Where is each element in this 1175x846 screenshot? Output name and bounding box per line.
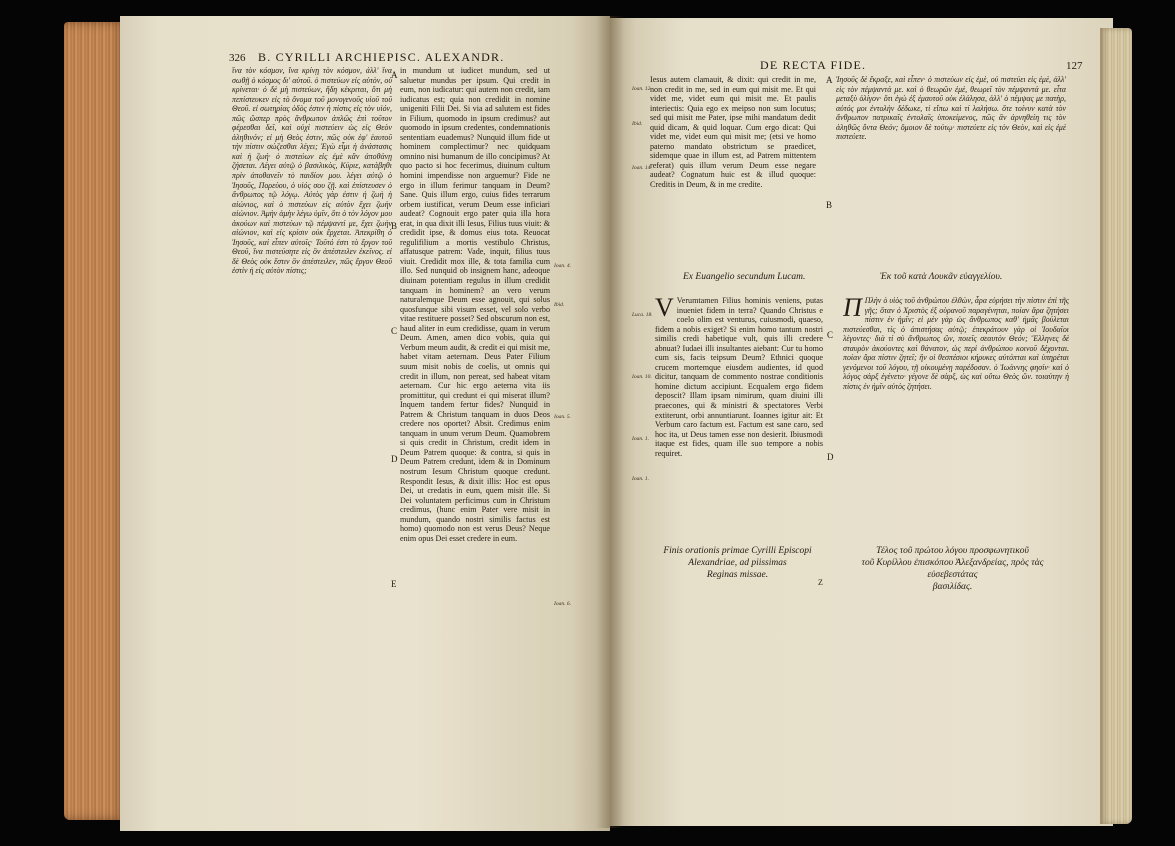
right-greek-body-text: Πλὴν ὁ υἱὸς τοῦ ἀνθρώπου ἐλθὼν, ἆρα εὑρήσει τὴν πίστιν ἐπὶ τῆς γῆς; ὅταν ὁ Χριστὸς ἐξ οὐρανοῦ παραγένηται, ποίαν ἄρα ζητήσει πίστιν ἐν ἡμῖν; εἰ μὲν γὰρ ὡς ἄνθρωπος καθ' ἡμᾶς βούλεται πιστεύεσθαι, τίς ὁ ἀπιστήσας αὐτῷ; ἐπεκράτουν γὰρ οἱ Ἰουδαῖοι λέγοντες· διὰ τί σὺ ἄνθρωπος ὢν, ποιεῖς σεαυτὸν Θεόν; Ἕλληνες δὲ σταυρὸν ἀκούοντες καὶ θάνατον, ὡς περὶ ἀνθρώπου κοινοῦ δέχονται. ποίαν ἄρα πίστιν ζητεῖ; ἣν οἱ θεσπέσιοι κήρυκες αὐτόπται καὶ ὑπηρέται γενόμενοι τοῦ λόγου, τῇ οἰκουμένῃ παρέδοσαν. ὁ Ἰωάννης φησίν· καὶ ὁ λόγος σὰρξ ἐγένετο· γέγονε δὲ σὰρξ, ὡς καὶ οὕτω Θεὸς ὤν. τοιαύτην ἡ πίστις ἐν ἡμῖν αὐτὸς ζητήσει. <box>843 296 1069 391</box>
right-latin-body <box>655 296 823 512</box>
left-latin-column: in mundum ut iudicet mundum, sed ut saluetur mundus per ipsum. Qui credit in eum, non iudicatur: qui autem non credit, iam iudicatus est; quia non credidit in nomine unigeniti Filii Dei. Si via ad salutem est fides in Filium, quomodo in ipsum credimus? aut quomodo in ipsum credentes, condemnationis sententiam euademus? Nunquid illum fide ut hominem complectimur? nec quidquam omnino nisi humanum de illo concipimus? At quo pacto si hoc fecerimus, diuinum cultum homini impendisse non arguemur? Fide ne ergo in illum ferimur tanquam in Deum? Sane. Quis illum ergo, cuius fides terrarum orbem iustificat, verum Deum esse inficiari audeat? Cognouit ergo pater quia illa hora erat, in qua dixit illi Iesus, Filius tuus viuit: & credidit ipse, & domus eius tota. Reuocat regulifilium a mortis vestibulo Christus, affatusque patrem: Vade, inquit, filius tuus viuit. Credidit mox ille, & tota familia cum illo. Sed nunquid ob insignem hanc, adeoque diuinam potentiam regulus in illum credidit tanquam in hominem? an vero verum naturalemque Deum esse agnouit, qui solus quosfunque sibi visum esset, vel solo verbo vitae restituere posset? Sed obscurum non est, haud aliter in eum credidisse, quam in verum Deum. Amen, amen dico vobis, quia qui Verbum meum audit, & credit ei qui misit me, habet vitam aeternam. Deus Pater Filium suum misit nobis de coelis, ut omnis qui credit in illum, non pereat, sed habeat vitam aeternam. Cur hic ergo aeterna vita iis promittitur, qui credunt ei qui miserat illum? Inquem tandem fertur fides? Nunquid in Patrem & Christum tanquam in duos Deos credere nos oportet? Absit. Credimus enim tanquam in unum verum Deum. Quamobrem si quis credit in Christum, credit idem in Deum Patrem quoque: & contra, si quis in Deum Patrem credunt, idem & in Dominum nostrum Iesum Christum quoque credunt. Respondit Iesus, & dixit illis: Hoc est opus Dei, ut credatis in eum, quem misit ille. Si Dei voluntatem perficimus cum in Christum credimus, (hunc enim Pater vere misit in mundum, quando nostri similis factus est homo) quomodo non est verus Deus? Neque enim opus Dei esset credere in eum. <box>400 66 550 543</box>
left-margin-letter-a: A <box>391 70 398 80</box>
drop-cap-v: V <box>655 296 674 322</box>
drop-cap-pi: Π <box>843 296 862 322</box>
right-margin-ref: Ioan. 1. <box>632 436 649 442</box>
left-margin-ref: Ioan. 4. <box>554 263 571 269</box>
right-page-edges <box>1100 28 1132 824</box>
left-margin-letter-d: D <box>391 454 398 464</box>
finis-latin <box>655 545 820 581</box>
finis-greek <box>850 545 1055 593</box>
right-running-head: DE RECTA FIDE. <box>760 58 867 72</box>
right-greek-body <box>843 296 1069 512</box>
left-page-edges <box>64 22 126 820</box>
right-margin-letter-b: B <box>826 200 833 210</box>
book-gutter <box>596 16 624 828</box>
right-page-number: 127 <box>1066 60 1083 72</box>
finis-greek-line: Τέλος τοῦ πρώτου λόγου προσφωνητικοῦ <box>876 546 1029 556</box>
left-page-number: 326 <box>229 52 246 64</box>
finis-greek-line: τοῦ Κυρίλλου ἐπισκόπου Ἀλεξανδρείας, πρὸς τὰς εὐσεβεστάτας <box>861 558 1044 580</box>
left-margin-letter-e: E <box>391 579 397 589</box>
finis-latin-line: Reginas missae. <box>706 570 769 580</box>
right-margin-ref: Ioan. 14. <box>632 165 652 171</box>
right-greek-top: Ἰησοῦς δὲ ἔκραξε, καὶ εἶπεν· ὁ πιστεύων εἰς ἐμὲ, οὐ πιστεύει εἰς ἐμὲ, ἀλλ' εἰς τὸν πέμψαντά με. καὶ ὁ θεωρῶν ἐμὲ, θεωρεῖ τὸν πέμψαντά με. εἶτα μεταξὺ ὀλίγον· ὅτι ἐγὼ ἐξ ἐμαυτοῦ οὐκ ἐλάλησα, ἀλλ' ὁ πέμψας με πατὴρ, αὐτός μοι ἐντολὴν δέδωκε, τί εἴπω καὶ τί λαλήσω. ὅτε τοίνυν κατὰ τὸν ἄνθρωπον πατρικαῖς ἐντολαῖς ὑποκείμενος, πῶς ἂν ἀρνηθείη τις τὸν ἀληθῶς ὄντα Θεόν; ὅμοιον δὲ τούτῳ· πιστεύετε εἰς τὸν Θεὸν, καὶ εἰς ἐμὲ πιστεύετε. <box>836 75 1066 142</box>
right-margin-ref: Ioan. 10. <box>632 374 652 380</box>
section-heading-latin: Ex Euangelio secundum Lucam. <box>683 272 806 282</box>
right-margin-ref: Ioan. 1. <box>632 476 649 482</box>
left-margin-ref: Ioan. 6. <box>554 601 571 607</box>
signature-mark: Z <box>818 578 823 587</box>
right-latin-top: Iesus autem clamauit, & dixit: qui credit in me, non credit in me, sed in eum qui misit me. Et qui videt me, videt eum qui misit me. Et paulis interiectis: Quia ego ex meipso non sum locutus; sed qui misit me Pater, ipse mihi mandatum dedit quid dicam, & quid loquar. Cum ergo dicat: Qui videt me, videt eum qui misit me; (etsi ve homo paterno mandato obstrictum se praedicet, sidemque quae in illum est, ad Patrem mittentem referat) quis illum verum Deum esse negare audeat? Cognatum huic est & illud quoque: Creditis in Deum, & in me credite. <box>650 75 816 190</box>
left-margin-ref: Ioan. 5. <box>554 414 571 420</box>
right-margin-ref: Ibid. <box>632 121 643 127</box>
finis-greek-line: βασιλίδας. <box>932 582 973 592</box>
left-running-head: B. CYRILLI ARCHIEPISC. ALEXANDR. <box>258 50 505 64</box>
right-margin-ref: Luca. 18. <box>632 312 653 318</box>
right-margin-letter-d: D <box>827 452 834 462</box>
left-margin-ref: Ibid. <box>554 302 565 308</box>
left-greek-column: ἵνα τὸν κόσμον, ἵνα κρίνῃ τὸν κόσμον, ἀλλ' ἵνα σωθῇ ὁ κόσμος δι' αὐτοῦ. ὁ πιστεύων εἰς αὐτὸν, οὐ κρίνεται· ὁ δὲ μὴ πιστεύων, ἤδη κέκριται, ὅτι μὴ πεπίστευκεν εἰς τὸ ὄνομα τοῦ μονογενοῦς υἱοῦ τοῦ Θεοῦ. εἰ σωτηρίας ὁδὸς ἐστιν ἡ πίστις εἰς τὸν υἱόν, πῶς ὥσπερ πρὸς ἄνθρωπον ἁπλῶς ἐπὶ τοῦτον φέρεσθαι δεῖ, καὶ οὐχὶ πιστεύειν ὡς εἰς Θεὸν ἀληθινόν; εἰ μὴ Θεὸς ἐστιν, πῶς οὐκ ἐφ' ἑαυτοῦ τὴν πίστιν σώζεσθαι λέγει; Ἐγὼ εἶμι ἡ ἀνάστασις καὶ ἡ ζωή· ὁ πιστεύων εἰς ἐμὲ κἂν ἀποθάνῃ ζήσεται. Λέγει αὐτῷ ὁ βασιλικὸς, Κύριε, κατάβηθι πρὶν ἀποθανεῖν τὸ παιδίον μου. λέγει αὐτῷ ὁ Ἰησοῦς, Πορεύου, ὁ υἱός σου ζῇ. καὶ ἐπίστευσεν ὁ ἄνθρωπος τῷ λόγῳ. Αὐτὸς γὰρ ἐστιν ἡ ζωὴ ἡ αἰώνιος, καὶ ὁ πιστεύων εἰς αὐτὸν ἔχει ζωὴν αἰώνιον. Ἀμὴν ἀμὴν λέγω ὑμῖν, ὅτι ὁ τὸν λόγον μου ἀκούων καὶ πιστεύων τῷ πέμψαντί με, ἔχει ζωὴν αἰώνιον, καὶ εἰς κρίσιν οὐκ ἔρχεται. Ἀπεκρίθη ὁ Ἰησοῦς, καὶ εἶπεν αὐτοῖς· Τοῦτό ἐστι τὸ ἔργον τοῦ Θεοῦ, ἵνα πιστεύσητε εἰς ὃν ἀπέστειλεν ἐκεῖνος. εἰ δὲ Θεὸς οὐκ ἔστιν ὃν ἀπέστειλεν, πῶς ἔργον Θεοῦ ἐστὶν ἡ εἰς αὐτὸν πίστις; <box>232 66 392 276</box>
section-heading-greek: Ἐκ τοῦ κατὰ Λουκᾶν εὐαγγελίου. <box>880 272 1003 282</box>
right-margin-letter-a: A <box>826 75 833 85</box>
right-latin-body-text: Verumtamen Filius hominis veniens, putas inueniet fidem in terra? Quando Christus e coelo olim est venturus, cuiusmodi, quaeso, fidem a nobis exiget? Si enim homo tantum nostri similis credi habetique vult, quis illi credere abnuat? Iudaei illi insultantes aiebant: Cur tu homo cum sis, facis teipsum Deum? Ethnici quoque crucem mortemque eiusdem audientes, id quod dicitur, tanquam de commento nostrae conditionis homine dictum accipiunt. Ecqualem ergo fidem deposcit? Illam ipsam nimirum, quam diuini illi praecones, qui & ministri & spectatores Verbi extiterunt, orbi annuntiarunt. Ioannes igitur ait: Et Verbum caro factum est. Factum est sane caro, sed hoc ita, ut Deus tamen esse non desierit. Ibiusmodi itaque est fides, quam ille suo tempore a nobis requiret. <box>655 296 823 458</box>
left-margin-letter-b: B <box>391 221 398 231</box>
right-margin-letter-c: C <box>827 330 834 340</box>
finis-latin-line: Alexandriae, ad piissimas <box>688 558 787 568</box>
right-margin-ref: Ioan. 12. <box>632 86 652 92</box>
left-margin-letter-c: C <box>391 326 398 336</box>
finis-latin-line: Finis orationis primae Cyrilli Episcopi <box>663 546 812 556</box>
